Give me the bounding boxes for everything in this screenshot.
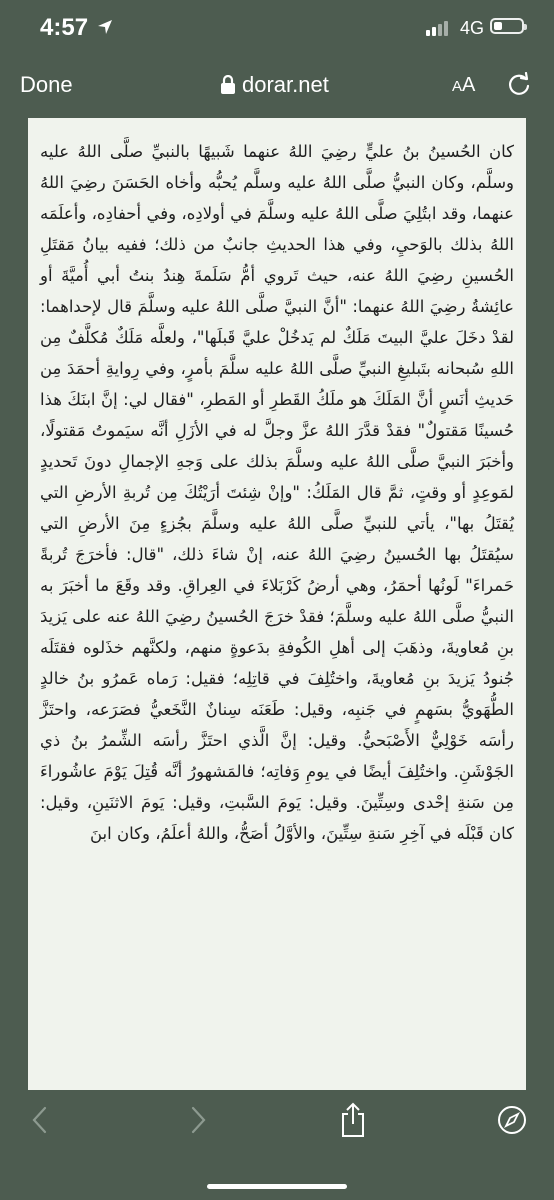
lock-icon [220, 75, 236, 95]
reload-icon[interactable] [506, 72, 532, 98]
browser-navbar [0, 60, 554, 112]
battery-icon [490, 18, 524, 34]
share-icon[interactable] [333, 1100, 373, 1140]
battery-fill [494, 22, 502, 30]
chevron-right-icon[interactable] [178, 1100, 218, 1140]
status-bar [0, 0, 554, 60]
network-type: 4G [460, 18, 485, 38]
article-paragraph: كان الحُسينُ بنُ عليٍّ رضِيَ اللهُ عنهما شَبيهًا بالنبيِّ صلَّى اللهُ عليه وسلَّم، وكان النبيُّ صلَّى اللهُ عليه وسلَّم يُحبُّه وأخاه الحَسَنَ رضِيَ اللهُ عنهما، وقد ابتُلِيَ صلَّى اللهُ عليه وسلَّمَ في أولادِه، وفي أحفادِه، وأعلَمَه اللهُ بذلك بالوَحيِ، وفي هذا الحديثِ جانبٌ من ذلك؛ ففيه بيانُ مَقتَلِ الحُسينِ رضِيَ اللهُ عنه، حيث تَروي أمُّ سَلَمةَ هِندُ بنتُ أبي أُميَّةَ أو عائِشةُ رضِيَ اللهُ عنهما: "أنَّ النبيَّ صلَّى اللهُ عليه وسلَّمَ قال لإحداهما: لقدْ دخَلَ عليَّ البيتَ مَلَكٌ لم يَدخُلْ عليَّ قَبلَها"، ولعلَّه مَلَكٌ مُكلَّفٌ مِن اللهِ سُبحانه بتَبليغِ النبيِّ صلَّى اللهُ عليه سلَّمَ بأمرٍ، وفي رِوايةِ أحمَدَ مِن حَديثِ أنَسٍ أنَّ المَلَكَ هو ملَكُ القَطرِ أو المَطرِ، "فقال لي: إنَّ ابنَكَ هذا حُسينًا مَقتولٌ" فقدْ قدَّرَ اللهُ عزَّ وجلَّ له في الأزَلِ أنَّه سيَموتُ مَقتولًا، وأخبَرَ النبيَّ صلَّى اللهُ عليه وسلَّمَ بذلك على وَجهِ الإجمالِ دونَ تَحديدٍ لمَوعِدٍ أو وقتٍ، ثمَّ قال المَلَكُ: "وإنْ شِئتَ أرَيْتُكَ مِن تُربةِ الأرضِ التي يُقتَلُ بها"، يأتي للنبيِّ صلَّى اللهُ عليه وسلَّمَ بجُزءٍ مِنَ الأرضِ التي سيُقتَلُ بها الحُسينُ رضِيَ اللهُ عنه، إنْ شاءَ ذلك، "قال: فأخرَجَ تُربةً حَمراءَ" لَونُها أحمَرُ، وهي أرضُ كَرْبَلاءَ في العِراقِ. وقد وقَعَ ما أخبَرَ به النبيُّ صلَّى اللهُ عليه وسلَّمَ؛ فقدْ خرَجَ الحُسينُ رضِيَ اللهُ عنه على يَزيدَ بنِ مُعاويةَ، وذهَبَ إلى أهلِ الكُوفةِ بدَعوةٍ منهم، ولكنَّهم خذَلوه فقتَلَه جُنودُ يَزيدَ بنِ مُعاويةَ، واختُلِفَ في قاتِلِه؛ فقيل: رَماه عَمرُو بنُ خالدٍ الطُّهَويُّ بسَهمٍ في جَنبِه، وقيل: طَعَنَه سِنانٌ النَّخَعيُّ فصَرَعه، واحتَزَّ رأسَه خَوْلِيٌّ الأَصْبَحيُّ. وقيل: إنَّ الَّذي احتَزَّ رأسَه الشِّمرُ بنُ ذي الجَوْشَنِ. واختُلِفَ أيضًا في يومِ وَفاتِه؛ فالمَشهورُ أنَّه قُتِلَ يَوْمَ عاشُوراءَ مِن سَنةِ إحْدى وسِتِّينَ. وقيل: يَومَ السَّبتِ، وقيل: يَومَ الاثنَينِ، وقيل: كان قَبْلَه في آخِرِ سَنةِ سِتِّينَ، والأوَّلُ أصَحُّ، واللهُ أعلَمُ، وكان ابنَ [40, 142, 514, 843]
home-indicator [207, 1184, 347, 1189]
location-arrow-icon [96, 18, 114, 36]
browser-toolbar [0, 1090, 554, 1200]
url-text: dorar.net [242, 72, 329, 97]
url-field[interactable] [220, 72, 329, 98]
page-content[interactable] [28, 118, 526, 1090]
text-size-button[interactable]: AA [452, 74, 476, 96]
done-button[interactable]: Done [20, 72, 73, 97]
clock: 4:57 [40, 14, 89, 41]
compass-icon[interactable] [492, 1100, 532, 1140]
chevron-left-icon[interactable] [20, 1100, 60, 1140]
